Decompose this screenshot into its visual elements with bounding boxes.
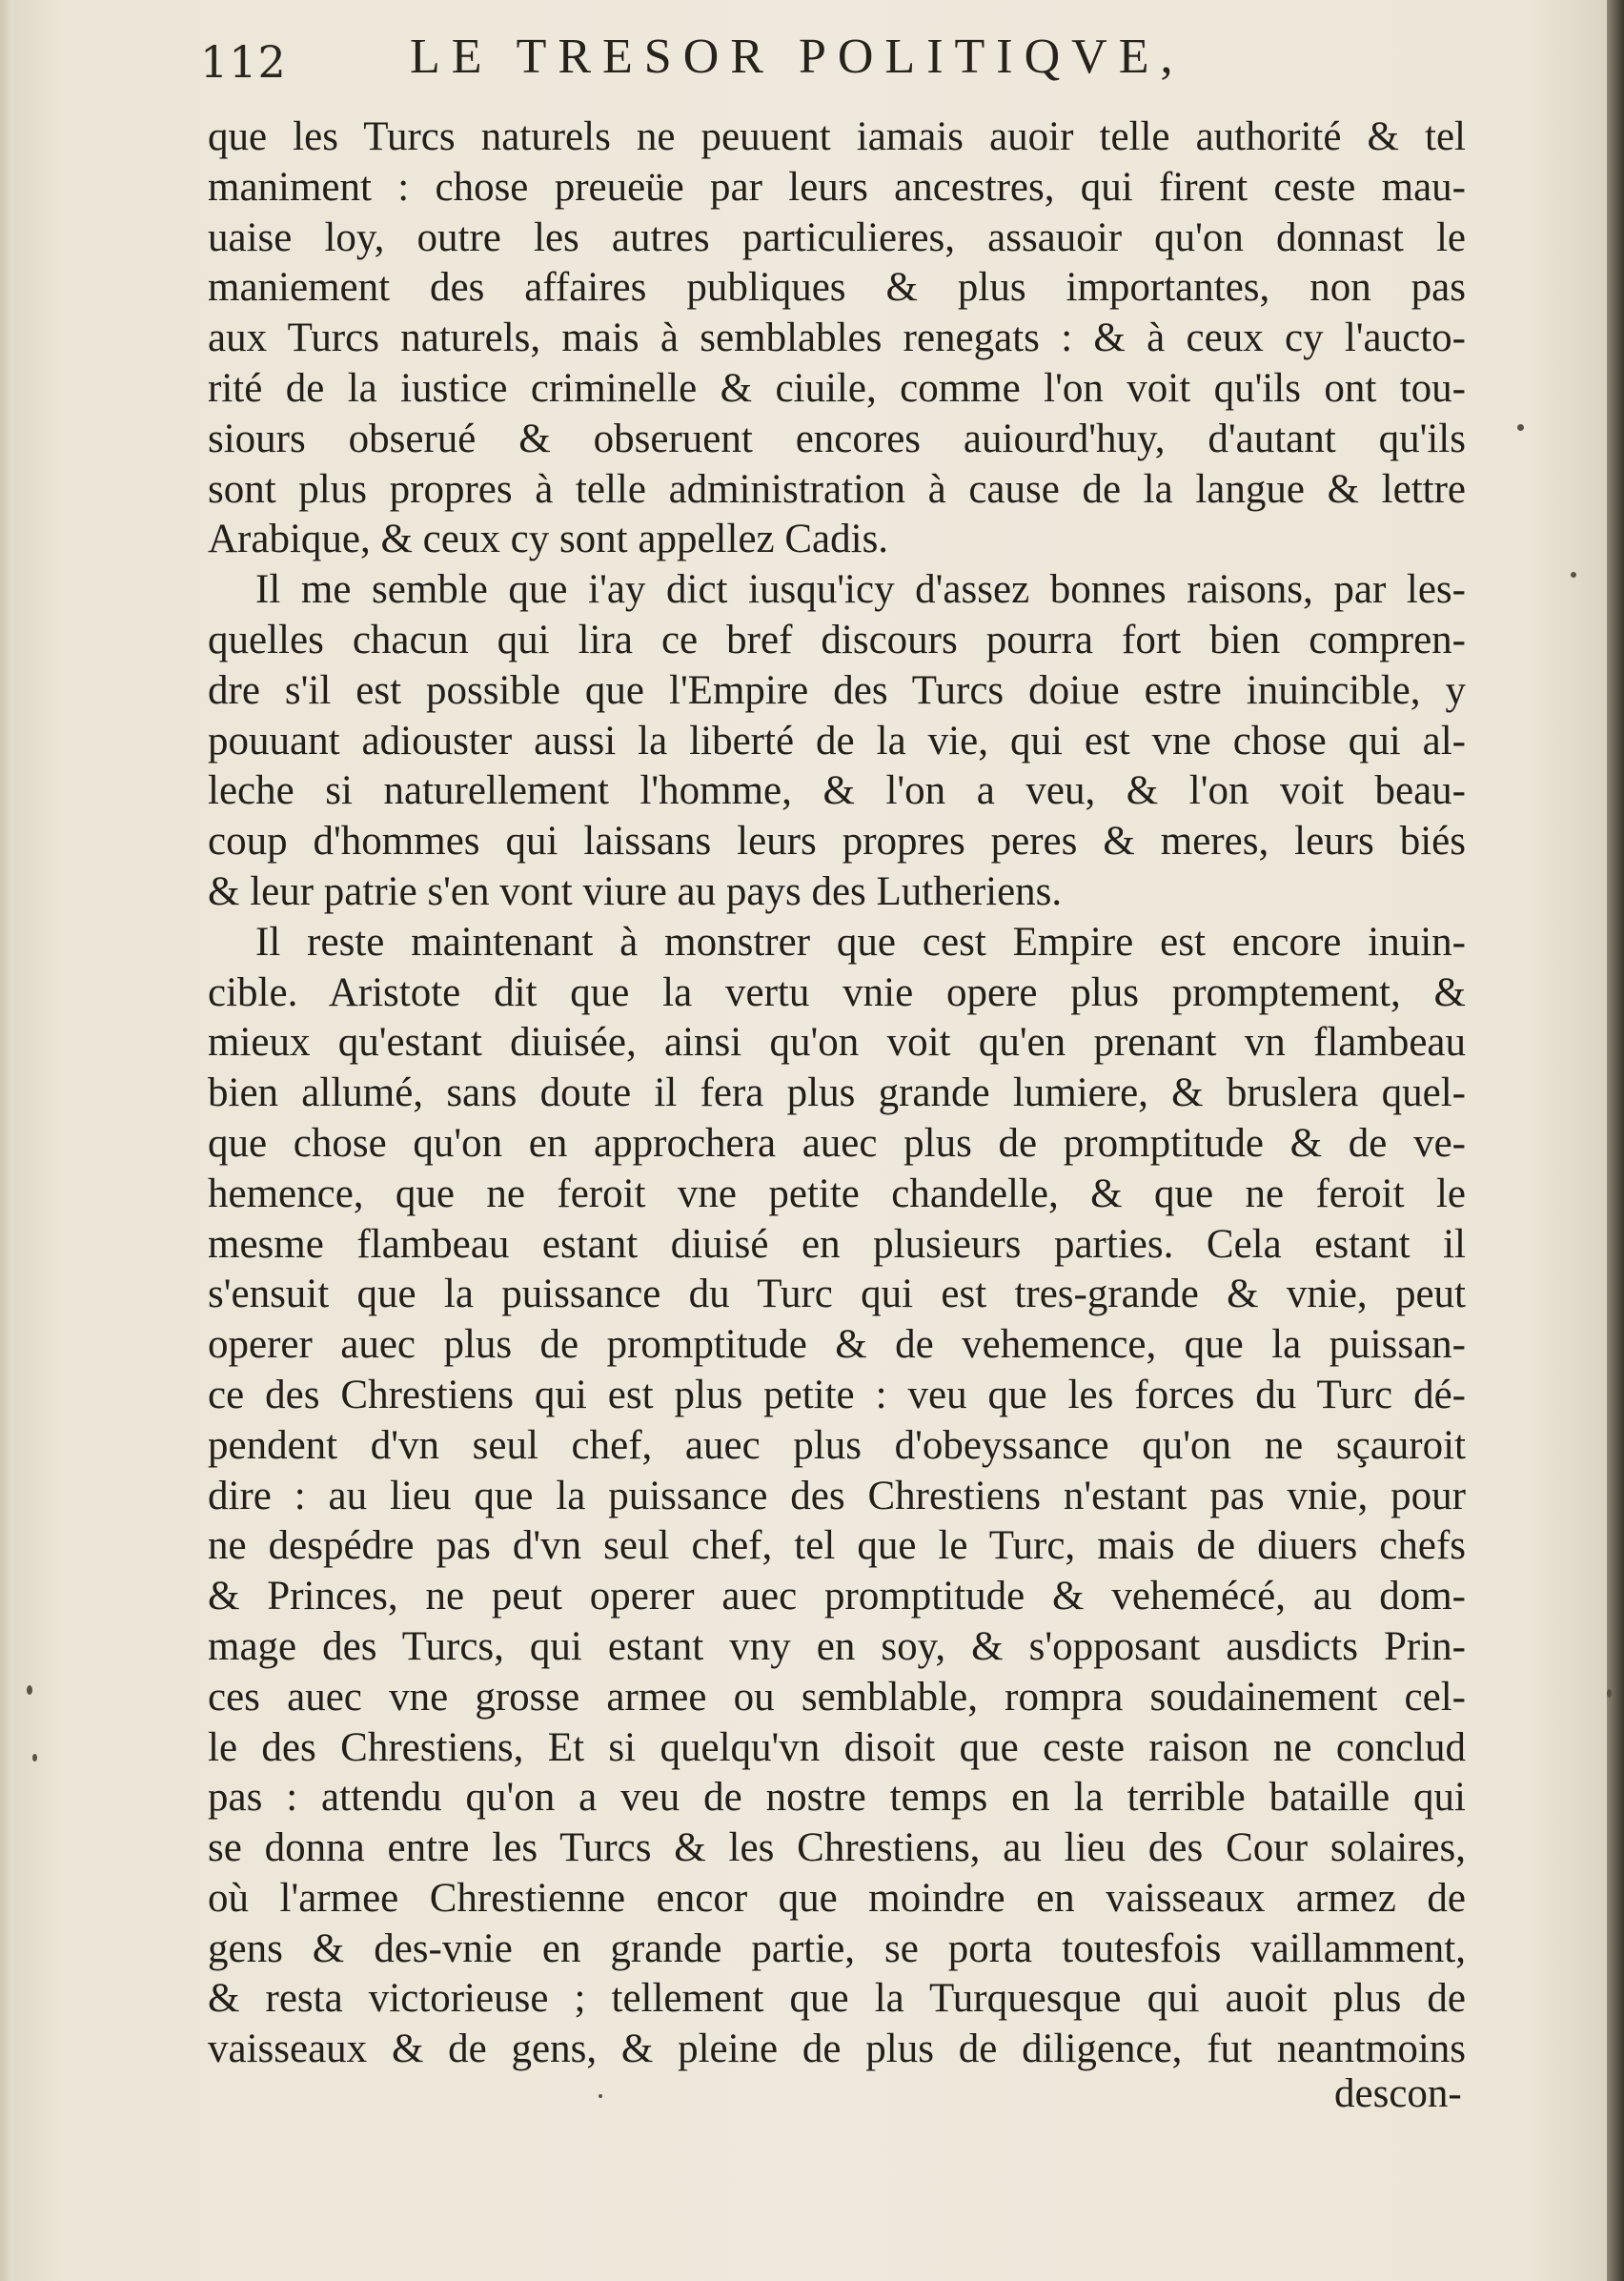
text-line: mesme flambeau estant diuisé en plusieurs parties. Cela estant il <box>208 1221 1466 1267</box>
text-line: pas : attendu qu'on a veu de nostre temps en la terrible bataille qui <box>208 1775 1466 1821</box>
text-line: se donna entre les Turcs & les Chrestiens, au lieu des Cour solaires, <box>208 1825 1466 1871</box>
page-left-edge <box>0 0 13 2281</box>
paragraph-start-line: Il reste maintenant à monstrer que cest Empire est encore inuin- <box>255 919 1466 965</box>
paper-speck <box>1607 1689 1612 1698</box>
body-text <box>208 112 1466 2075</box>
text-line: siours obserué & obseruent encores auiourd'huy, d'autant qu'ils <box>208 416 1466 461</box>
text-line: quelles chacun qui lira ce bref discours pourra fort bien compren- <box>208 617 1466 662</box>
text-line: coup d'hommes qui laissans leurs propres peres & meres, leurs biés <box>208 819 1466 865</box>
text-line: leche si naturellement l'homme, & l'on a veu, & l'on voit beau- <box>208 768 1466 814</box>
paper-speck <box>1571 572 1576 578</box>
text-line: où l'armee Chrestienne encor que moindre en vaisseaux armez de <box>208 1875 1466 1921</box>
paper-speck <box>27 1685 32 1695</box>
text-line: pouuant adiouster aussi la liberté de la vie, qui est vne chose qui al- <box>208 718 1466 764</box>
text-line: gens & des-vnie en grande partie, se porta toutesfois vaillamment, <box>208 1925 1466 1971</box>
paragraph-start-line: Il me semble que i'ay dict iusqu'icy d'assez bonnes raisons, par les- <box>255 567 1466 613</box>
paper-speck <box>1517 424 1524 431</box>
text-line: dire : au lieu que la puissance des Chrestiens n'estant pas vnie, pour <box>208 1473 1466 1518</box>
page-binding-shadow <box>1607 0 1624 2281</box>
text-line: mieux qu'estant diuisée, ainsi qu'on voit qu'en prenant vn flambeau <box>208 1020 1466 1066</box>
text-line: Arabique, & ceux cy sont appellez Cadis. <box>208 517 889 562</box>
text-line: rité de la iustice criminelle & ciuile, comme l'on voit qu'ils ont tou- <box>208 365 1466 411</box>
text-line: mage des Turcs, qui estant vny en soy, & s'opposant ausdicts Prin- <box>208 1623 1466 1669</box>
page-number: 112 <box>200 36 287 88</box>
text-line: aux Turcs naturels, mais à semblables renegats : & à ceux cy l'aucto- <box>208 316 1466 361</box>
text-line: ne despédre pas d'vn seul chef, tel que le Turc, mais de diuers chefs <box>208 1523 1466 1569</box>
text-line: ces auec vne grosse armee ou semblable, rompra soudainement cel- <box>208 1674 1466 1720</box>
text-line: s'ensuit que la puissance du Turc qui est tres-grande & vnie, peut <box>208 1272 1466 1317</box>
catchword: descon- <box>1334 2071 1462 2116</box>
text-line: pendent d'vn seul chef, auec plus d'obeyssance qu'on ne sçauroit <box>208 1422 1466 1468</box>
text-line: que les Turcs naturels ne peuuent iamais auoir telle authorité & tel <box>208 114 1466 159</box>
text-line: dre s'il est possible que l'Empire des Turcs doiue estre inuincible, y <box>208 667 1466 713</box>
text-line: operer auec plus de promptitude & de vehemence, que la puissan- <box>208 1322 1466 1368</box>
text-line: hemence, que ne feroit vne petite chandelle, & que ne feroit le <box>208 1171 1466 1216</box>
page-header <box>200 29 1468 95</box>
text-line: ce des Chrestiens qui est plus petite : veu que les forces du Turc dé- <box>208 1372 1466 1417</box>
text-line: le des Chrestiens, Et si quelqu'vn disoit que ceste raison ne conclud <box>208 1724 1466 1770</box>
text-line: vaisseaux & de gens, & pleine de plus de diligence, fut neantmoins <box>208 2026 1466 2072</box>
text-line: & Princes, ne peut operer auec promptitude & vehemécé, au dom- <box>208 1574 1466 1619</box>
text-line: & leur patrie s'en vont viure au pays des Lutheriens. <box>208 868 1063 914</box>
text-line: maniement des affaires publiques & plus importantes, non pas <box>208 265 1466 311</box>
running-title: LE TRESOR POLITIQVE, <box>410 30 1185 84</box>
paper-speck <box>32 1754 37 1762</box>
text-line: cible. Aristote dit que la vertu vnie opere plus promptement, & <box>208 969 1466 1015</box>
text-line: que chose qu'on en approchera auec plus de promptitude & de ve- <box>208 1120 1466 1166</box>
text-line: bien allumé, sans doute il fera plus grande lumiere, & bruslera quel- <box>208 1070 1466 1116</box>
text-line: sont plus propres à telle administration à cause de la langue & lettre <box>208 466 1466 512</box>
text-line: maniment : chose preueüe par leurs ancestres, qui firent ceste mau- <box>208 164 1466 210</box>
text-line: uaise loy, outre les autres particulieres, assauoir qu'on donnast le <box>208 214 1466 260</box>
paper-speck <box>599 2094 602 2098</box>
text-line: & resta victorieuse ; tellement que la Turquesque qui auoit plus de <box>208 1976 1466 2022</box>
